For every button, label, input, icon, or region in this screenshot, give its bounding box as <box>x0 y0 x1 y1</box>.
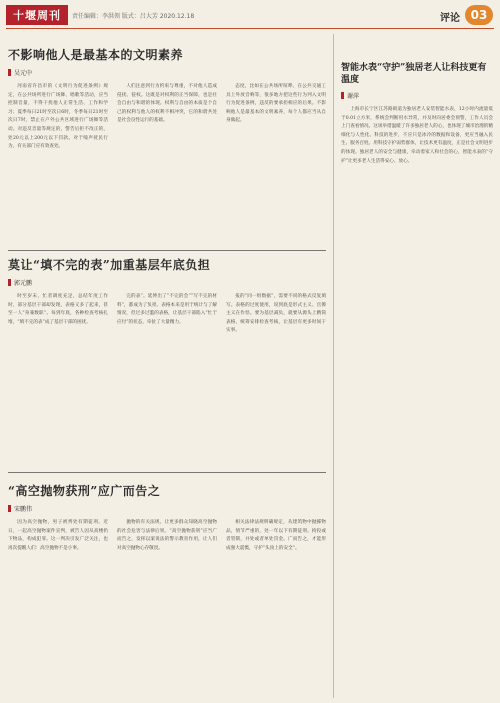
article-1-col-1: 河南省许昌市的《文明行为促进条例》规定，在公共场所进行广场舞、唱歌等活动，应当控制音量，不得干扰他人正常生活、工作和学习；夏季每日21时至次日6时，冬季每日21时至次日7时，禁止在户外公共区域进行广场舞等活动。对违反音量等规定的，警告后拒不改正的，处20元以上200元以下罚款。对于噪声扰民行为，有关部门应有效查处。 <box>8 84 108 150</box>
article-2-columns <box>8 293 326 471</box>
article-3-col-3: 相关法律法规明确规定，从建筑物中抛掷物品，情节严重的，处一年以下有期徒刑、拘役或者管制，并处或者单处罚金。广而告之，才能形成强大震慑，守护“头顶上的安全”。 <box>226 520 326 551</box>
article-1-author: 吴元中 <box>14 70 33 77</box>
article-1-title: 不影响他人是最基本的文明素养 <box>8 48 184 62</box>
article-1-col-2: 人们注意到行为约束与尊重，不对他人造成侵扰、侵权。这既是对权利的正当保障，也是社会自由与和谐的体现。权利与自由的本质是个自己的权利与他人的权利不相冲突，它的和谐共处是社会良性运行的基础。 <box>117 84 217 124</box>
editor-credits: 责任编辑：李洪领 版式：吕大芳 2020.12.18 <box>72 13 195 20</box>
article-4-author: 谢萍 <box>347 93 360 100</box>
article-2-byline <box>8 278 326 287</box>
article-3-columns <box>8 519 326 699</box>
article-4-title: 智能水表“守护”独居老人让科技更有温度 <box>341 63 487 85</box>
article-1-col-3: 态度，比如在公共场所喧哗、在公共交通工具上外放音响等，很多地方把这些行为列入文明行为促进条例，违反的要承担相应的后果。不影响他人是最基本的文明素养，每个人都应当从自身做起。 <box>226 84 326 124</box>
byline-marker <box>8 505 11 512</box>
byline-marker <box>8 69 11 76</box>
byline-marker <box>8 279 11 286</box>
article-4-byline <box>341 91 493 100</box>
article-3-col-1: 因为高空抛物，男子被判处有期徒刑。近日，一起高空抛物案件宣判，被告人因从高楼扔下物品，构成犯罪。这一判决引发广泛关注，也再次提醒人们：高空抛物不是小事。 <box>8 520 108 551</box>
column-divider <box>333 34 334 698</box>
article-divider-1 <box>8 250 326 251</box>
article-4-body: 上海市长宁区江苏路街道为独居老人安装智能水表，12小时内流量低于0.01立方米，系统会判断用水异常，并及时向居委会预警，工作人员会上门查看情况。这项举措温暖了许多独居老人的心，也体现了城市治理的精细化与人性化。科技的进步，不应只是冰冷的数据和设备，更应当融入民生、服务百姓。用科技守护弱势群体，让技术更有温度，正是社会文明进步的体现。独居老人的安全与健康，牵动着家人和社会的心，智能水表的“守护”让更多老人生活得安心、放心。 <box>341 107 493 164</box>
article-3-byline <box>8 504 326 513</box>
article-3-title: “高空抛物获刑”应广而告之 <box>8 484 161 498</box>
article-2-col-1: 时至岁末，忙者调度充足，总结年度工作时，部分基层干部却发现，表格又多了起来，甚至一人“身兼数职”。每到年底，各种检查考核扎堆，“填不完的表”成了基层干部的困扰。 <box>8 294 108 325</box>
masthead-logo: 十堰周刊 <box>6 5 68 25</box>
article-1-byline <box>8 68 326 77</box>
article-3 <box>8 482 326 696</box>
page-header <box>0 0 500 30</box>
article-2-col-2: 完的表”。延伸出了“不完的会”“写不完的材料”，都成为了负担。表格本来是用于统计与了解情况，但过多过滥的表格，让基层干部陷入“忙于应付”的状态，牵扯了大量精力。 <box>117 294 217 325</box>
section-title: 评论 <box>440 13 460 24</box>
article-2-author: 郭元鹏 <box>14 280 33 287</box>
article-2 <box>8 256 326 468</box>
article-1 <box>8 46 326 244</box>
byline-marker <box>341 92 344 99</box>
header-rule <box>6 28 494 29</box>
article-1-columns <box>8 83 326 248</box>
article-2-title: 莫让“填不完的表”加重基层年底负担 <box>8 258 211 272</box>
article-2-col-3: 报的“同一组数据”，需要不同的格式反复填写。表格的过度使用，说到底是形式主义、官僚主义在作怪。要为基层减负，就要从源头上精简表格，统筹安排检查考核，让基层有更多时间干实事。 <box>226 294 326 334</box>
page-number-badge: 03 <box>465 5 493 25</box>
article-3-col-2: 抛物的有关法规，让更多群众知晓高空抛物的社会危害与法律后果。“高空抛物获刑”应当广而告之，发挥以案说法的警示教育作用，让人们对高空抛物心存敬畏。 <box>117 520 217 551</box>
article-divider-2 <box>8 472 326 473</box>
article-3-author: 宋鹏伟 <box>14 506 33 513</box>
article-4 <box>341 62 493 696</box>
